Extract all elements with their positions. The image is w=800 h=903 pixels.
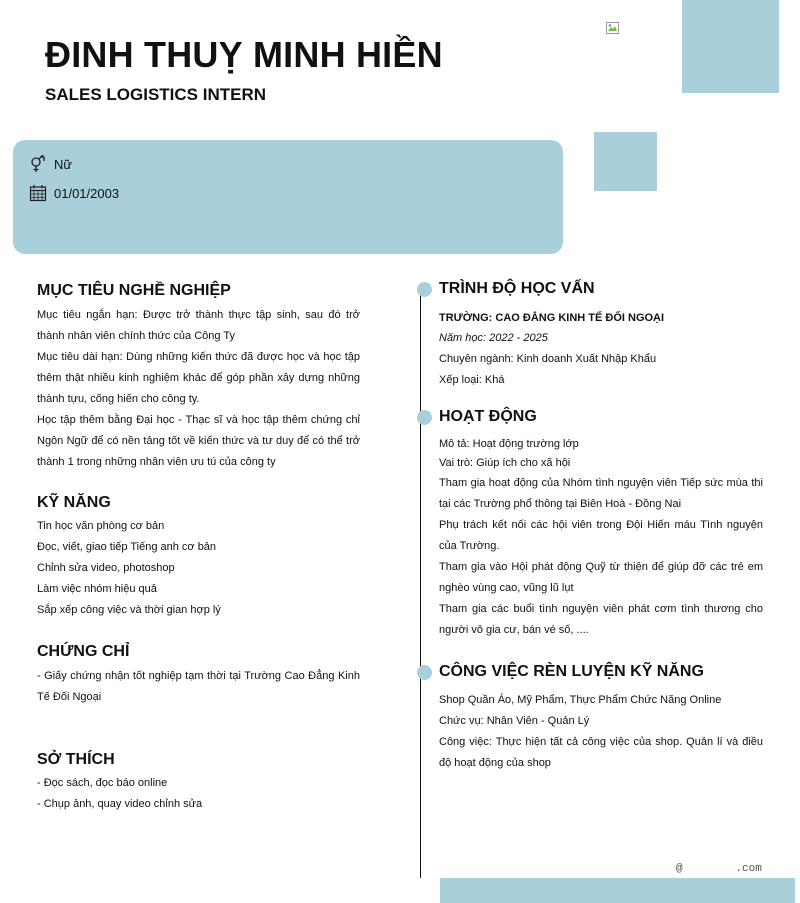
skills-title: KỸ NĂNG	[37, 494, 111, 511]
timeline-dot	[417, 665, 432, 680]
personal-info-box	[13, 140, 563, 254]
skill-item: Sắp xếp công việc và thời gian hợp lý	[37, 604, 221, 616]
gender-icon	[29, 155, 47, 173]
work-item: Shop Quần Áo, Mỹ Phẩm, Thực Phẩm Chức Năng Online	[439, 694, 722, 706]
activities-title: HOẠT ĐỘNG	[439, 408, 537, 425]
skill-item: Làm việc nhóm hiệu quả	[37, 583, 157, 595]
skills-section	[37, 494, 360, 621]
broken-image-icon	[606, 22, 619, 34]
education-title: TRÌNH ĐỘ HỌC VẤN	[439, 280, 595, 297]
gender-value: Nữ	[54, 156, 73, 172]
certificates-section	[37, 643, 360, 708]
hobby-item: - Đọc sách, đọc báo online	[37, 777, 168, 789]
activity-item: Tham gia vào Hội phát động Quỹ từ thiện để giúp đỡ các trẻ em nghèo vùng cao, vũng lũ lụt	[439, 561, 763, 594]
education-rank: Xếp loại: Khá	[439, 374, 505, 386]
activity-item: Tham gia hoạt động của Nhóm tình nguyện viên Tiếp sức mùa thi tại các Trường phổ thông tại Biên Hoà - Đồng Nai	[439, 477, 763, 510]
job-position: SALES LOGISTICS INTERN	[45, 85, 267, 104]
decorative-block-top-right	[682, 0, 779, 93]
timeline-dot	[417, 410, 432, 425]
objective-title: MỤC TIÊU NGHỀ NGHIỆP	[37, 282, 231, 299]
candidate-name: ĐINH THUỴ MINH HIỀN	[45, 34, 443, 75]
footer-email[interactable]: @ .com	[676, 863, 762, 875]
certificate-item: - Giấy chứng nhận tốt nghiệp tạm thời tại Trường Cao Đẳng Kinh Tế Đối Ngoại	[37, 670, 360, 703]
gender-row	[29, 155, 72, 173]
hobbies-section	[37, 751, 360, 815]
skill-item: Tin học văn phòng cơ bản	[37, 520, 165, 532]
activity-item: Phụ trách kết nối các hội viên trong Đội Hiến máu Tình nguyện của Trường.	[439, 519, 763, 552]
decorative-block-bottom	[440, 878, 795, 903]
skill-item: Đọc, viết, giao tiếp Tiếng anh cơ bản	[37, 541, 217, 553]
education-major: Chuyên ngành: Kinh doanh Xuất Nhập Khẩu	[439, 353, 657, 365]
education-years: Năm học: 2022 - 2025	[439, 332, 548, 344]
activity-item: Tham gia các buổi tình nguyện viên phát cơm tình thương cho người vô gia cư, bán vé số, ....	[439, 603, 763, 636]
birthday-row	[29, 184, 119, 202]
objective-item: Mục tiêu dài hạn: Dùng những kiến thức đã được học và học tập thêm thật nhiều kinh nghiệm khác để góp phần xây dựng những thành tựu, cống hiến cho công ty.	[37, 351, 360, 405]
decorative-block-middle	[594, 132, 657, 191]
objective-item: Học tập thêm bằng Đại học - Thạc sĩ và học tập thêm chứng chỉ Ngôn Ngữ để có nền tảng tốt về kiến thức và tư duy để có thể trở thành 1 trong những nhân viên ưu tú của công ty	[37, 414, 360, 468]
hobby-item: - Chụp ảnh, quay video chỉnh sửa	[37, 798, 203, 810]
skill-item: Chỉnh sửa video, photoshop	[37, 562, 175, 574]
work-item: Chức vụ: Nhân Viên - Quản Lý	[439, 715, 590, 727]
activities-section	[439, 408, 763, 641]
certificates-title: CHỨNG CHỈ	[37, 643, 130, 660]
birthday-value: 01/01/2003	[54, 185, 120, 201]
school-name: TRƯỜNG: CAO ĐẲNG KINH TẾ ĐỐI NGOẠI	[439, 312, 665, 324]
work-item: Công việc: Thực hiện tất cả công việc của shop. Quản lí và điều độ hoạt động của shop	[439, 736, 763, 769]
hobbies-title: SỞ THÍCH	[37, 751, 115, 768]
work-title: CÔNG VIỆC RÈN LUYỆN KỸ NĂNG	[439, 663, 704, 680]
timeline-line	[420, 290, 421, 878]
objective-item: Mục tiêu ngắn hạn: Được trở thành thực tập sinh, sau đó trở thành nhân viên chính thức của Công Ty	[37, 309, 360, 342]
work-section	[439, 663, 763, 774]
objective-section	[37, 282, 360, 473]
timeline-dot	[417, 282, 432, 297]
calendar-icon	[29, 184, 47, 202]
activity-item: Vai trò: Giúp ích cho xã hội	[439, 457, 571, 469]
activity-item: Mô tả: Hoạt động trường lớp	[439, 438, 579, 450]
education-section	[439, 280, 763, 391]
